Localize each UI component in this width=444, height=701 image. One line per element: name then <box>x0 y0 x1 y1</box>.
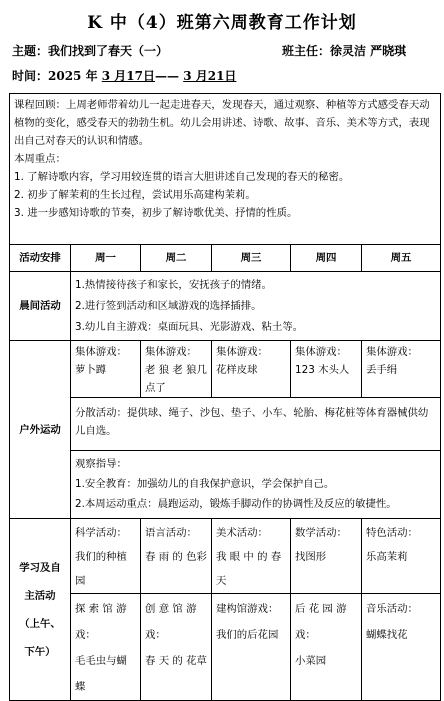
activity-cell <box>291 519 362 594</box>
cell-title: 集体游戏： <box>216 346 268 358</box>
cell-text: 乐高茉莉 <box>366 551 408 563</box>
intro-cell <box>10 94 441 245</box>
cell-title: 数学活动： <box>295 527 347 539</box>
theme-line: 主题：我们找到了春天（一） <box>12 44 169 58</box>
teacher-line: 班主任：徐灵洁 严晓琪 <box>282 44 407 58</box>
focus-item: 3. 进一步感知诗歌的节奏，初步了解诗歌优美、抒情的性质。 <box>14 207 298 219</box>
cell-title: 建构馆游戏： <box>216 603 279 615</box>
header-day: 周一 <box>71 245 141 272</box>
group-game-cell <box>212 341 291 398</box>
morning-label: 晨间活动 <box>10 272 71 341</box>
observe-line: 1.安全教育：加强幼儿的自我保护意识，学会保护自己。 <box>75 478 335 490</box>
cell-text: 春 雨 的 色彩 <box>145 551 207 563</box>
cell-text: 找图形 <box>295 551 327 563</box>
morning-line: 1.热情接待孩子和家长，安抚孩子的情绪。 <box>75 279 272 291</box>
outdoor-label: 户外运动 <box>10 341 71 519</box>
observe-line: 2.本周运动重点：晨跑运动，锻炼手脚动作的协调性及反应的敏捷性。 <box>75 498 397 510</box>
header-day: 周三 <box>212 245 291 272</box>
cell-title: 集体游戏： <box>295 346 347 358</box>
header-label: 活动安排 <box>10 245 71 272</box>
cell-title: 美术活动： <box>216 527 268 539</box>
page-title: K 中（4）班第六周教育工作计划 <box>87 13 357 33</box>
focus-item: 1. 了解诗歌内容，学习用较连贯的语言大胆讲述自己发现的春天的秘密。 <box>14 171 350 183</box>
cell-title: 科学活动： <box>75 527 127 539</box>
group-game-cell <box>362 341 441 398</box>
split-activity <box>71 398 441 451</box>
group-game-cell <box>71 341 141 398</box>
cell-title: 特色活动： <box>366 527 418 539</box>
activity-cell <box>141 519 212 594</box>
activity-cell <box>362 519 441 594</box>
morning-line: 2.进行签到活动和区域游戏的选择插排。 <box>75 300 262 312</box>
cell-text: 我们的后花园 <box>216 629 279 641</box>
label-line: （上午、 <box>19 617 61 630</box>
group-game-cell <box>141 341 212 398</box>
activity-cell <box>212 519 291 594</box>
focus-item: 2. 初步了解茉莉的生长过程，尝试用乐高建构茉莉。 <box>14 189 256 201</box>
learning-label <box>10 519 71 701</box>
header-row <box>10 245 441 272</box>
cell-text: 蝴蝶找花 <box>366 629 408 641</box>
time-end: 3 月21日 <box>183 69 237 83</box>
cell-text: 萝卜蹲 <box>75 364 107 376</box>
cell-title: 探 索 馆 游戏： <box>75 603 127 641</box>
morning-line: 3.幼儿自主游戏：桌面玩具、光影游戏、粘土等。 <box>75 321 304 333</box>
activity-cell <box>71 594 141 701</box>
cell-title: 创 意 馆 游戏： <box>145 603 197 641</box>
activity-cell <box>362 594 441 701</box>
cell-text: 毛毛虫与蝴蝶 <box>75 655 127 693</box>
cell-title: 集体游戏： <box>75 346 127 358</box>
morning-content <box>71 272 441 341</box>
cell-text: 小菜园 <box>295 655 327 667</box>
time-prefix: 时间：2025 年 <box>12 69 102 83</box>
time-line <box>12 67 236 84</box>
cell-text: 老 狼 老 狼几点了 <box>145 364 207 394</box>
cell-title: 语言活动： <box>145 527 197 539</box>
activity-cell <box>71 519 141 594</box>
header-day: 周二 <box>141 245 212 272</box>
cell-text: 我 眼 中 的 春天 <box>216 551 282 587</box>
focus-title: 本周重点： <box>14 153 66 165</box>
cell-text: 丢手绢 <box>366 364 398 376</box>
cell-title: 音乐活动： <box>366 603 418 615</box>
label-line: 学习及自 <box>19 561 61 574</box>
observe-line: 观察指导： <box>75 458 127 470</box>
split-text: 分散活动：提供球、绳子、沙包、垫子、小车、轮胎、梅花桩等体育器械供幼儿自选。 <box>75 407 429 437</box>
header-day: 周四 <box>291 245 362 272</box>
activity-cell <box>141 594 212 701</box>
label-line: 主活动 <box>24 589 56 602</box>
cell-text: 花样皮球 <box>216 364 258 376</box>
cell-text: 我们的种植园 <box>75 551 127 587</box>
time-separator: —— <box>155 69 184 83</box>
header-day: 周五 <box>362 245 441 272</box>
cell-text: 123 木头人 <box>295 364 350 376</box>
group-game-cell <box>291 341 362 398</box>
plan-table <box>9 93 441 701</box>
cell-text: 春 天 的 花草 <box>145 655 207 667</box>
activity-cell <box>212 594 291 701</box>
cell-title: 集体游戏： <box>366 346 418 358</box>
course-review: 课程回顾：上周老师带着幼儿一起走进春天，发现春天，通过观察、种植等方式感受春天动植物的变化，感受春天的勃勃生机。幼儿会用讲述、诗歌、故事、音乐、美术等方式，表现出自己对春天的认识和情感。 <box>14 99 430 147</box>
cell-title: 集体游戏： <box>145 346 197 358</box>
time-start: 3 月17日 <box>101 69 155 83</box>
cell-title: 后 花 园 游戏： <box>295 603 347 641</box>
observe-guidance <box>71 451 441 519</box>
label-line: 下午） <box>24 645 56 658</box>
activity-cell <box>291 594 362 701</box>
